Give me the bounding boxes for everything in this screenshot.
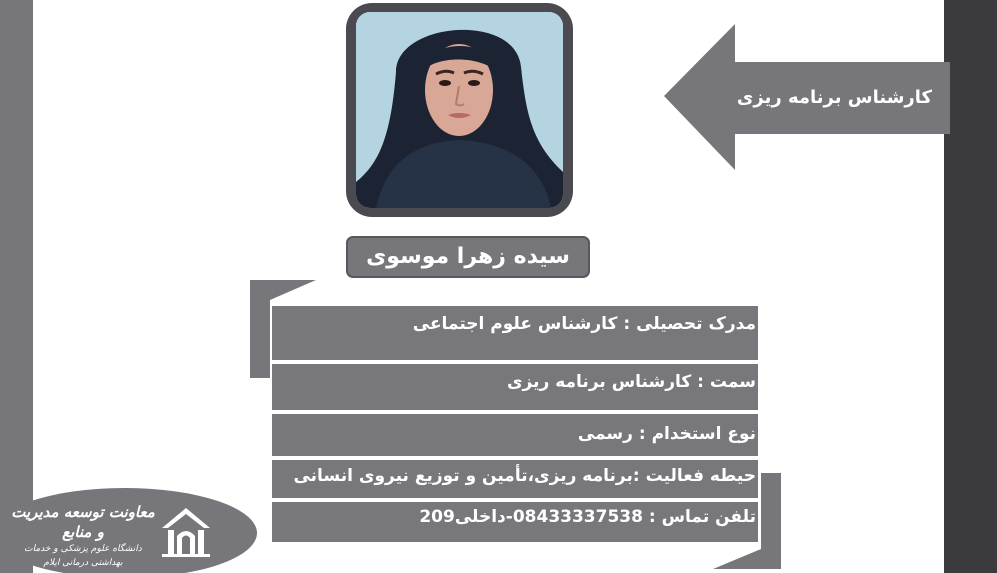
person-portrait-icon bbox=[356, 12, 563, 208]
phone-label: تلفن تماس : bbox=[642, 507, 756, 527]
employment-type-label: نوع استخدام : bbox=[632, 424, 756, 444]
info-row-education bbox=[270, 304, 760, 362]
left-side-bar bbox=[0, 0, 33, 573]
activity-area-label: حیطه فعالیت : bbox=[632, 466, 756, 486]
position-label: سمت : bbox=[691, 372, 756, 392]
info-row-activity-area bbox=[270, 458, 760, 500]
profile-name: سیده زهرا موسوی bbox=[346, 236, 590, 278]
position-value: کارشناس برنامه ریزی bbox=[506, 372, 692, 392]
info-row-phone bbox=[270, 500, 760, 544]
university-emblem-icon bbox=[160, 506, 212, 558]
education-value: کارشناس علوم اجتماعی bbox=[412, 314, 618, 334]
logo-subtitle: دانشگاه علوم پزشکی و خدمات بهداشتی درمانی ایلام bbox=[24, 544, 142, 568]
logo-title: معاونت توسعه مدیریت و منابع bbox=[11, 503, 155, 541]
profile-photo bbox=[356, 12, 563, 208]
employment-type-value: رسمی bbox=[577, 424, 633, 444]
activity-area-value: برنامه ریزی،تأمین و توزیع نیروی انسانی bbox=[293, 466, 633, 486]
info-row-employment-type bbox=[270, 412, 760, 458]
position-banner-label: کارشناس برنامه ریزی bbox=[736, 87, 932, 108]
profile-photo-frame bbox=[346, 3, 573, 217]
phone-value: 08433337538-داخلی209 bbox=[419, 507, 643, 527]
info-table bbox=[270, 304, 760, 544]
right-side-bar bbox=[944, 0, 997, 573]
education-label: مدرک تحصیلی : bbox=[617, 314, 756, 334]
info-row-position bbox=[270, 362, 760, 412]
logo-text bbox=[8, 502, 158, 570]
